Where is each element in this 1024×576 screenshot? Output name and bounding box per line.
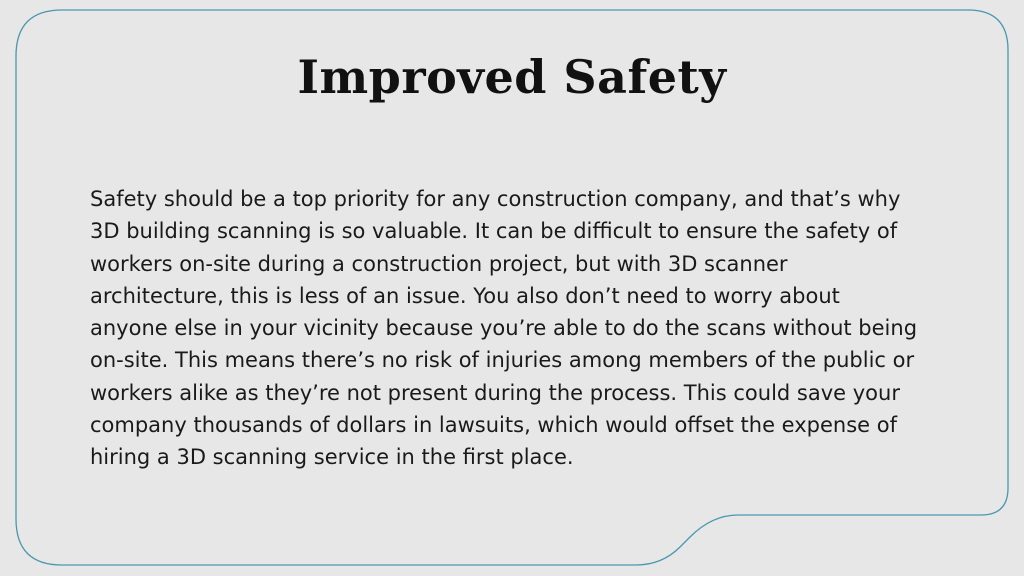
- body-line: Safety should be a top priority for any construction company, and that’s why: [90, 187, 901, 211]
- body-line: workers on-site during a construction project, but with 3D scanner: [90, 251, 788, 276]
- body-line: hiring a 3D scanning service in the first place.: [90, 445, 574, 470]
- body-line: 3D building scanning is so valuable. It can be difficult to ensure the safety of: [90, 219, 898, 244]
- body-line: company thousands of dollars in lawsuits, which would offset the expense of: [90, 413, 897, 438]
- body-line: anyone else in your vicinity because you’re able to do the scans without being: [90, 316, 918, 341]
- body-line: architecture, this is less of an issue. You also don’t need to worry about: [90, 283, 840, 308]
- body-paragraph: [90, 183, 940, 474]
- slide-title: Improved Safety: [297, 50, 727, 104]
- body-line: on-site. This means there’s no risk of injuries among members of the public or: [90, 348, 915, 373]
- body-line: workers alike as they’re not present during the process. This could save your: [90, 380, 900, 405]
